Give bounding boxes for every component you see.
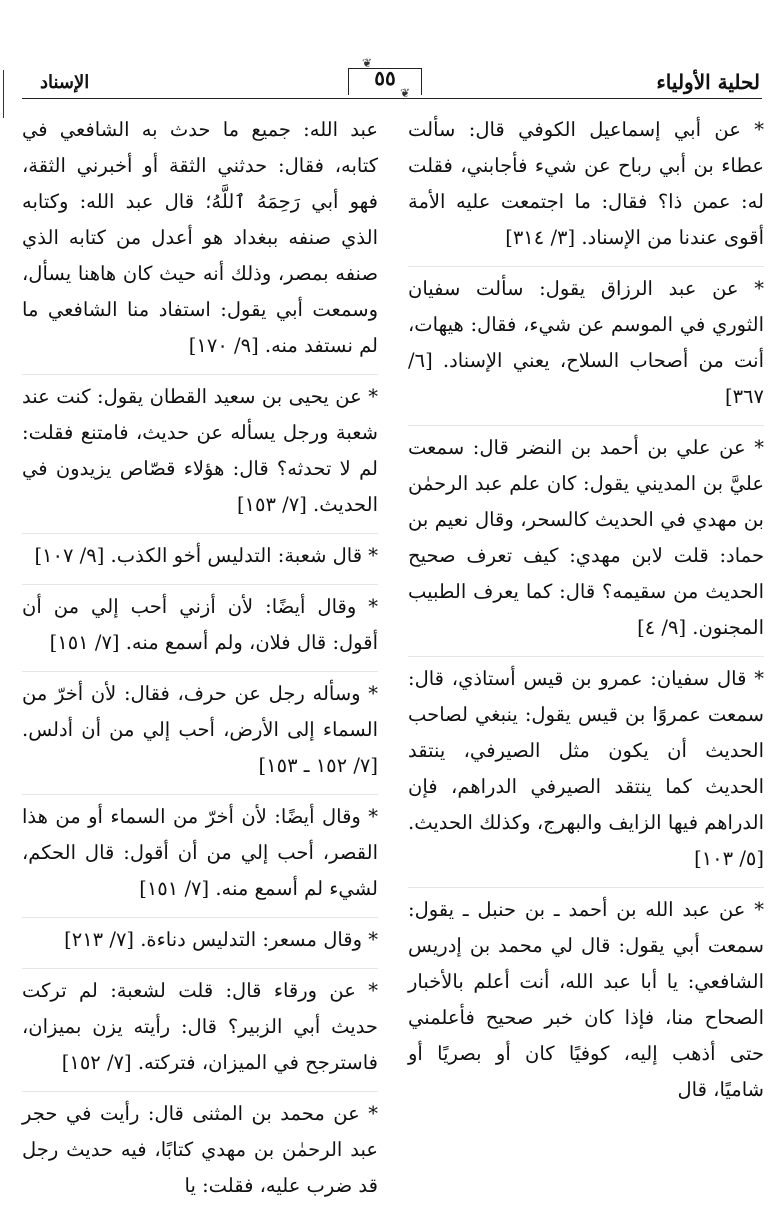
text-entry: * وقال أيضًا: لأن أخرّ من السماء أو من هذا القصر، أحب إلي من أن أقول: قال الحكم، لشيء لم أسمع منه. [٧/ ١٥١] bbox=[22, 794, 378, 917]
page-number: ٥٥ bbox=[374, 66, 396, 90]
text-entry: * وقال مسعر: التدليس دناءة. [٧/ ٢١٣] bbox=[22, 917, 378, 968]
ornament-icon: ❦ bbox=[400, 86, 411, 100]
text-entry: * وقال أيضًا: لأن أزني أحب إلي من أن أقول: قال فلان، ولم أسمع منه. [٧/ ١٥١] bbox=[22, 584, 378, 671]
text-entry: * عن علي بن أحمد بن النضر قال: سمعت عليَّ بن المديني يقول: كان علم عبد الرحمٰن بن مهدي في الحديث كالسحر، وقال نعيم بن حماد: قلت لابن مهدي: كيف تعرف صحيح الحديث من سقيمه؟ قال: كما يعرف الطبيب المجنون. [٩/ ٤] bbox=[408, 425, 764, 656]
page-number-frame bbox=[340, 56, 430, 98]
left-column bbox=[22, 112, 378, 1197]
text-entry: * قال شعبة: التدليس أخو الكذب. [٩/ ١٠٧] bbox=[22, 533, 378, 584]
section-title: الإسناد bbox=[40, 72, 90, 93]
text-entry: * عن محمد بن المثنى قال: رأيت في حجر عبد الرحمٰن بن مهدي كتابًا، فيه حديث رجل قد ضرب عليه، فقلت: يا bbox=[22, 1091, 378, 1214]
text-entry: * عن ورقاء قال: قلت لشعبة: لم تركت حديث أبي الزبير؟ قال: رأيته يزن بميزان، فاسترجح في الميزان، فتركته. [٧/ ١٥٢] bbox=[22, 968, 378, 1091]
text-entry: * عن عبد الرزاق يقول: سألت سفيان الثوري في الموسم عن شيء، فقال: هيهات، أنت من أصحاب السلاح، يعني الإسناد. [٦/ ٣٦٧] bbox=[408, 266, 764, 425]
text-entry: * وسأله رجل عن حرف، فقال: لأن أخرّ من السماء إلى الأرض، أحب إلي من أن أدلس. [٧/ ١٥٢ ـ ١٥٣] bbox=[22, 671, 378, 794]
text-entry: * قال سفيان: عمرو بن قيس أستاذي، قال: سمعت عمروًا بن قيس يقول: ينبغي لصاحب الحديث أن يكون مثل الصيرفي، ينتقد الحديث كما ينتقد الصيرفي الدراهم، فإن الدراهم فيها الزايف والبهرج، وكذلك الحديث. [٥/ ١٠٣] bbox=[408, 656, 764, 887]
right-column bbox=[408, 112, 764, 1122]
book-title: لحلية الأولياء bbox=[656, 70, 760, 94]
text-columns bbox=[22, 112, 764, 1197]
header-rule bbox=[22, 98, 762, 99]
ornament-icon: ❦ bbox=[362, 56, 373, 70]
text-entry: * عن عبد الله بن أحمد ـ بن حنبل ـ يقول: سمعت أبي يقول: قال لي محمد بن إدريس الشافعي: يا أبا عبد الله، أنت أعلم بالأخبار الصحاح منا، فإذا كان خبر صحيح فأعلمني حتى أذهب إليه، كوفيًا كان أو بصريًا أو شاميًا، قال bbox=[408, 887, 764, 1118]
text-entry: عبد الله: جميع ما حدث به الشافعي في كتابه، فقال: حدثني الثقة أو أخبرني الثقة، فهو أبي رَحِمَهُ ٱللَّهُ؛ قال عبد الله: وكتابه الذي صنفه ببغداد هو أعدل من كتابه الذي صنفه بمصر، وذلك أنه حيث كان هاهنا يسأل، وسمعت أبي يقول: استفاد منا الشافعي ما لم نستفد منه. [٩/ ١٧٠] bbox=[22, 118, 378, 357]
text-entry: * عن أبي إسماعيل الكوفي قال: سألت عطاء بن أبي رباح عن شيء فأجابني، فقلت له: عمن ذا؟ فقال: ما اجتمعت عليه الأمة أقوى عندنا من الإسناد. [٣/ ٣١٤] bbox=[408, 118, 764, 249]
page-header bbox=[0, 50, 782, 104]
text-entry: * عن يحيى بن سعيد القطان يقول: كنت عند شعبة ورجل يسأله عن حديث، فامتنع فقلت: لم لا تحدثه؟ قال: هؤلاء قصّاص يزيدون في الحديث. [٧/ ١٥٣] bbox=[22, 374, 378, 533]
